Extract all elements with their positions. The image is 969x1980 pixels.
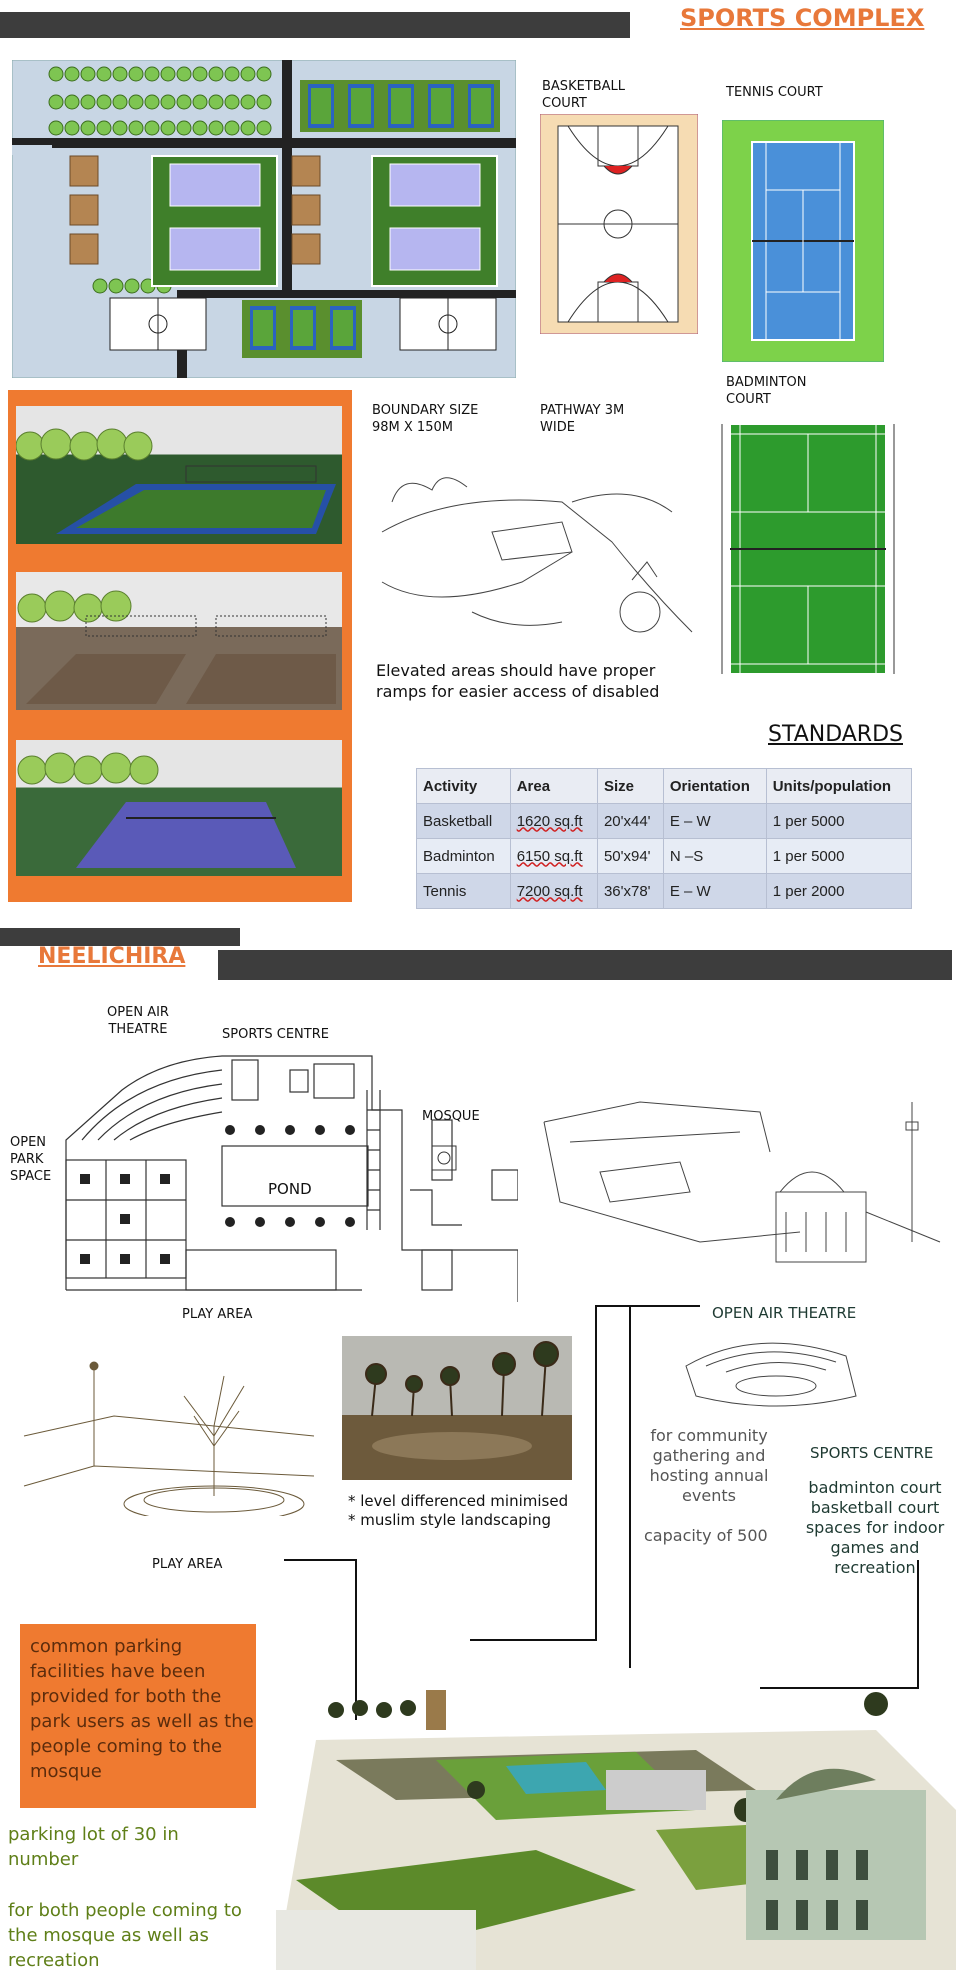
parking-info-text: common parking facilities have been provided for both the park users as well as the people coming to the mosque	[30, 1636, 254, 1782]
parking-lot-count: parking lot of 30 in number	[8, 1824, 179, 1870]
cell-size: 20'x44'	[597, 804, 663, 839]
cell-units: 1 per 5000	[766, 839, 911, 874]
cell-area: 7200 sq.ft	[510, 874, 597, 909]
header-units: Units/population	[766, 769, 911, 804]
sports-centre-heading: SPORTS CENTRE	[810, 1444, 934, 1462]
pathway-label: PATHWAY 3M WIDE	[540, 403, 625, 435]
cell-orientation: E – W	[663, 804, 766, 839]
play-area-label-bottom: PLAY AREA	[152, 1557, 223, 1572]
cell-orientation: E – W	[663, 874, 766, 909]
cell-size: 36'x78'	[597, 874, 663, 909]
landscape-notes: * level differenced minimised * muslim style landscaping	[348, 1492, 569, 1529]
tennis-court-label: TENNIS COURT	[726, 85, 823, 100]
header-size: Size	[597, 769, 663, 804]
cell-orientation: N –S	[663, 839, 766, 874]
standards-title: STANDARDS	[768, 722, 903, 747]
cell-size: 50'x94'	[597, 839, 663, 874]
play-area-label-top: PLAY AREA	[182, 1307, 253, 1322]
cell-activity: Tennis	[417, 874, 511, 909]
sports-complex-title: SPORTS COMPLEX	[680, 4, 925, 32]
parking-info-box	[20, 1624, 256, 1808]
cell-area: 1620 sq.ft	[510, 804, 597, 839]
ramp-note: Elevated areas should have proper ramps for easier access of disabled	[376, 661, 660, 701]
aerial-render	[276, 1650, 956, 1970]
pond-label: POND	[268, 1180, 312, 1198]
cell-activity: Badminton	[417, 839, 511, 874]
shared-use-note: for both people coming to the mosque as well as recreation	[8, 1900, 242, 1971]
cell-area: 6150 sq.ft	[510, 839, 597, 874]
badminton-court-label: BADMINTON COURT	[726, 375, 807, 407]
sports-centre-description: badminton court basketball court spaces for indoor games and recreation	[805, 1478, 945, 1577]
cell-units: 1 per 2000	[766, 874, 911, 909]
boundary-size-label: BOUNDARY SIZE 98M X 150M	[372, 403, 479, 435]
cell-activity: Basketball	[417, 804, 511, 839]
mosque-label: MOSQUE	[422, 1109, 480, 1124]
theatre-heading: OPEN AIR THEATRE	[712, 1304, 857, 1322]
open-air-theatre-label: OPEN AIR THEATRE	[107, 1005, 169, 1037]
header-orientation: Orientation	[663, 769, 766, 804]
theatre-capacity: capacity of 500	[644, 1526, 768, 1545]
cell-units: 1 per 5000	[766, 804, 911, 839]
neelichira-title: NEELICHIRA	[38, 944, 186, 969]
header-activity: Activity	[417, 769, 511, 804]
sports-centre-label: SPORTS CENTRE	[222, 1027, 329, 1042]
theatre-description: for community gathering and hosting annual events	[649, 1426, 769, 1505]
header-area: Area	[510, 769, 597, 804]
open-park-space-label: OPEN PARK SPACE	[10, 1135, 52, 1184]
basketball-court-label: BASKETBALL COURT	[542, 79, 626, 111]
